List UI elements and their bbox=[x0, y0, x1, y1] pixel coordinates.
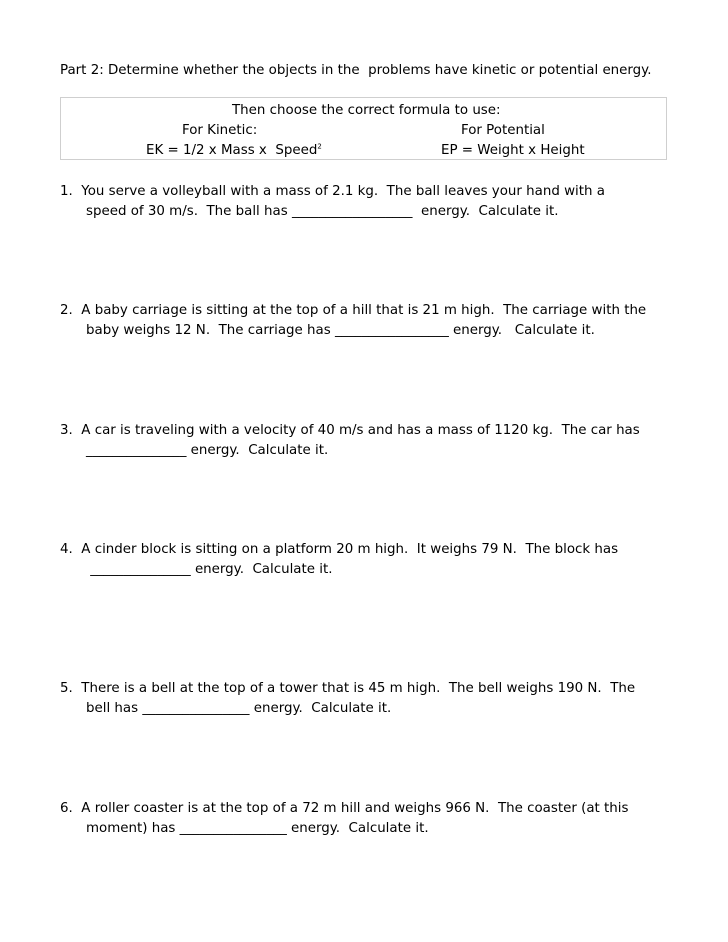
problem-3-line-2: _______________ energy. Calculate it. bbox=[86, 443, 329, 458]
potential-formula: EP = Weight x Height bbox=[441, 143, 585, 158]
problem-2-line-2: baby weighs 12 N. The carriage has _________________ energy. Calculate it. bbox=[86, 323, 595, 338]
problem-6-line-1: 6. A roller coaster is at the top of a 72 m hill and weighs 966 N. The coaster (at this bbox=[60, 801, 629, 816]
problem-2-line-1: 2. A baby carriage is sitting at the top of a hill that is 21 m high. The carriage with the bbox=[60, 303, 647, 318]
intro-instruction: Part 2: Determine whether the objects in the problems have kinetic or potential energy. bbox=[60, 63, 652, 78]
problem-1-line-1: 1. You serve a volleyball with a mass of 2.1 kg. The ball leaves your hand with a bbox=[60, 184, 605, 199]
problem-6-line-2: moment) has ________________ energy. Calculate it. bbox=[86, 821, 429, 836]
formula-box bbox=[60, 97, 667, 160]
kinetic-formula-text: EK = 1/2 x Mass x Speed bbox=[146, 143, 318, 158]
problem-4-line-2: _______________ energy. Calculate it. bbox=[86, 562, 333, 577]
potential-label: For Potential bbox=[461, 123, 545, 138]
kinetic-formula-exponent: 2 bbox=[317, 142, 322, 151]
kinetic-formula bbox=[146, 143, 322, 158]
formula-heading: Then choose the correct formula to use: bbox=[232, 103, 501, 118]
problem-5-line-1: 5. There is a bell at the top of a tower that is 45 m high. The bell weighs 190 N. The bbox=[60, 681, 636, 696]
problem-1-line-2: speed of 30 m/s. The ball has __________________ energy. Calculate it. bbox=[86, 204, 559, 219]
problem-4-line-1: 4. A cinder block is sitting on a platform 20 m high. It weighs 79 N. The block has bbox=[60, 542, 619, 557]
problem-3-line-1: 3. A car is traveling with a velocity of 40 m/s and has a mass of 1120 kg. The car has bbox=[60, 423, 640, 438]
problem-5-line-2: bell has ________________ energy. Calculate it. bbox=[86, 701, 392, 716]
kinetic-label: For Kinetic: bbox=[182, 123, 258, 138]
